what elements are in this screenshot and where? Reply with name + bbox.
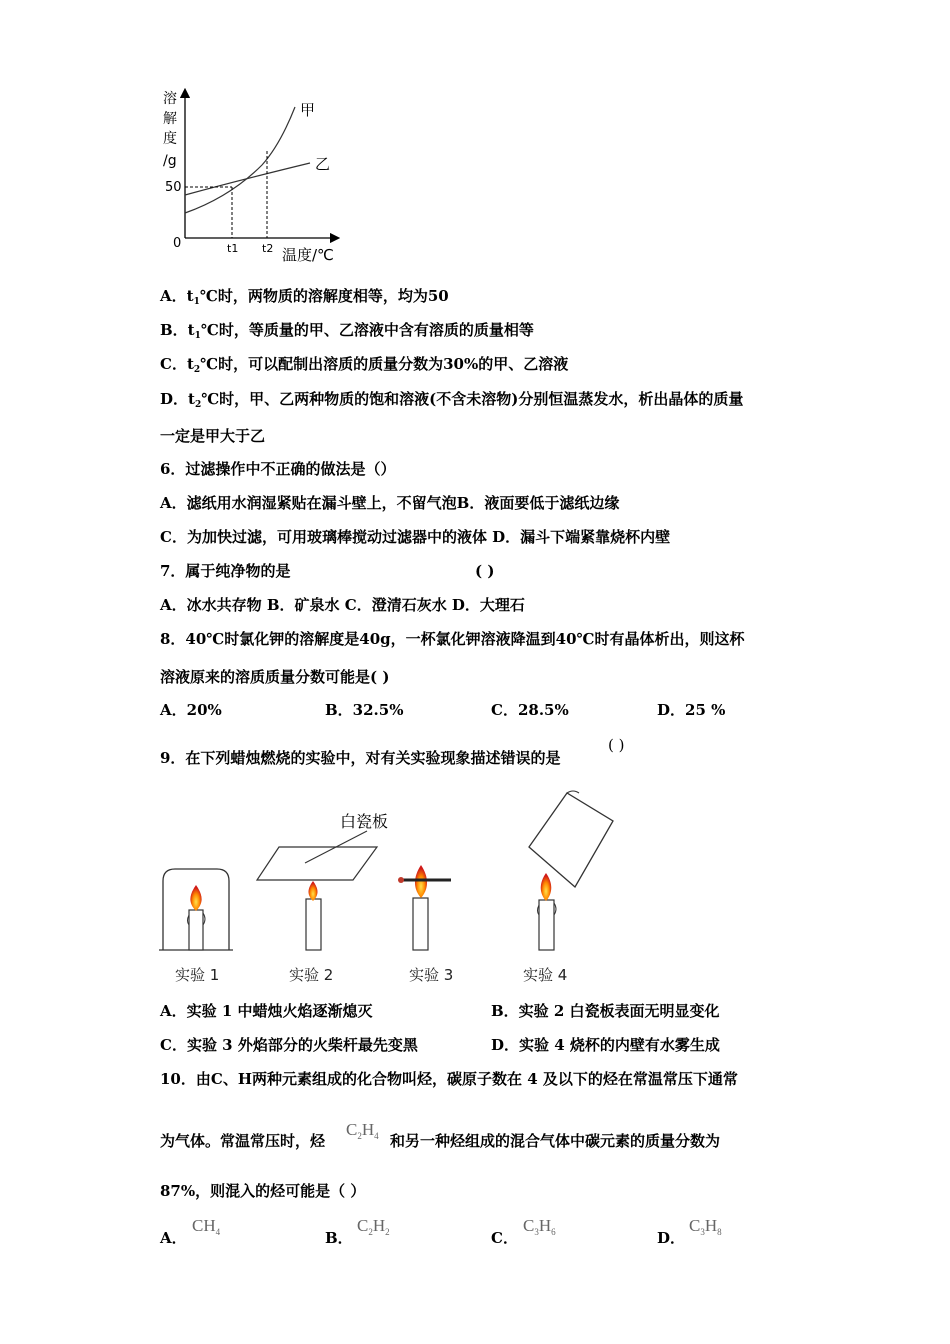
candle-2 xyxy=(306,899,321,950)
q10-option-d-formula: $C_3H_8$ xyxy=(689,1216,722,1237)
q8-option-a: A．20% xyxy=(160,701,222,719)
flame-1-icon xyxy=(190,885,201,911)
q7-options: A．冰水共存物 B．矿泉水 C．澄清石灰水 D．大理石 xyxy=(160,596,525,614)
plate-label: 白瓷板 xyxy=(340,812,389,831)
q10-option-a-formula: $CH_4$ xyxy=(192,1216,221,1237)
match-head xyxy=(398,877,404,883)
x-axis-label: 温度/℃ xyxy=(282,246,334,264)
curve-yi xyxy=(185,163,310,195)
flame-2-icon xyxy=(309,881,318,901)
q10-stem-line3: 87%，则混入的烃可能是（ ） xyxy=(160,1182,366,1200)
candle-1 xyxy=(189,910,203,950)
q10-stem-line2-post: 和另一种烃组成的混合气体中碳元素的质量分数为 xyxy=(390,1132,721,1150)
q6-options-ab: A．滤纸用水润湿紧贴在漏斗壁上，不留气泡B．液面要低于滤纸边缘 xyxy=(160,494,620,512)
curve-jia xyxy=(185,107,295,213)
q5-option-a: A．$t_1℃$时，两物质的溶解度相等，均为50 xyxy=(160,287,449,307)
candle-3 xyxy=(413,898,428,950)
q9-option-d: D．实验 4 烧杯的内壁有水雾生成 xyxy=(491,1036,720,1054)
q10-option-b-formula: $C_2H_2$ xyxy=(357,1216,390,1237)
origin-label: 0 xyxy=(173,236,182,251)
q7-answer-paren: ( ) xyxy=(475,562,495,580)
q9-option-a: A．实验 1 中蜡烛火焰逐渐熄灭 xyxy=(160,1002,373,1020)
q10-option-c-label: C． xyxy=(491,1229,518,1247)
q10-option-b-label: B． xyxy=(325,1229,353,1247)
formula-c2h4: $C_2H_4$ xyxy=(346,1120,379,1141)
experiment-3 xyxy=(398,865,451,950)
q9-answer-paren: ( ) xyxy=(608,736,625,754)
exp-label-3: 实验 3 xyxy=(409,966,454,984)
experiment-4 xyxy=(529,791,613,950)
flame-4-icon xyxy=(541,873,552,901)
exp-label-2: 实验 2 xyxy=(289,966,334,984)
q8-option-b: B．32.5% xyxy=(325,701,404,719)
q5-option-d-cont: 一定是甲大于乙 xyxy=(160,427,266,445)
q8-option-d: D．25 % xyxy=(657,701,726,719)
experiment-2 xyxy=(257,812,388,950)
y-label-3: 度 xyxy=(163,131,177,147)
candle-4 xyxy=(539,900,554,950)
candle-experiments-figure xyxy=(155,785,625,990)
q6-stem: 6．过滤操作中不正确的做法是（） xyxy=(160,460,396,478)
x-tick-t2: t2 xyxy=(262,242,274,255)
q9-option-c: C．实验 3 外焰部分的火柴杆最先变黑 xyxy=(160,1036,418,1054)
q10-option-a-label: A． xyxy=(160,1229,187,1247)
q5-option-c: C．$t_2℃$时，可以配制出溶质的质量分数为30%的甲、乙溶液 xyxy=(160,355,569,375)
q9-option-b: B．实验 2 白瓷板表面无明显变化 xyxy=(491,1002,720,1020)
q7-stem: 7．属于纯净物的是 xyxy=(160,562,291,580)
curve-yi-label: 乙 xyxy=(315,155,331,173)
beaker xyxy=(529,793,613,887)
q5-option-d: D．$t_2℃$时，甲、乙两种物质的饱和溶液(不含未溶物)分别恒温蒸发水，析出晶体的质量 xyxy=(160,390,744,410)
y-label-1: 溶 xyxy=(163,91,177,107)
exp-label-4: 实验 4 xyxy=(523,966,568,984)
q10-option-c-formula: $C_3H_6$ xyxy=(523,1216,556,1237)
q6-options-cd: C．为加快过滤，可用玻璃棒搅动过滤器中的液体 D．漏斗下端紧靠烧杯内壁 xyxy=(160,528,671,546)
curve-jia-label: 甲 xyxy=(300,101,316,119)
exp-label-1: 实验 1 xyxy=(175,966,220,984)
beaker-lip xyxy=(567,791,579,793)
y-tick-50: 50 xyxy=(165,180,182,195)
porcelain-plate xyxy=(257,847,377,880)
q10-stem-line1: 10．由C、H两种元素组成的化合物叫烃，碳原子数在 4 及以下的烃在常温常压下通常 xyxy=(160,1070,738,1088)
q10-option-d-label: D． xyxy=(657,1229,686,1247)
q8-option-c: C．28.5% xyxy=(491,701,569,719)
solubility-graph xyxy=(150,85,350,270)
q9-stem: 9．在下列蜡烛燃烧的实验中，对有关实验现象描述错误的是 xyxy=(160,749,561,767)
y-label-2: 解 xyxy=(163,111,177,127)
q5-option-b: B．$t_1℃$时，等质量的甲、乙溶液中含有溶质的质量相等 xyxy=(160,321,534,341)
x-tick-t1: t1 xyxy=(227,242,239,255)
experiment-1 xyxy=(159,869,233,950)
y-label-4: /g xyxy=(163,153,177,169)
q8-stem-line1: 8．40℃时氯化钾的溶解度是40g，一杯氯化钾溶液降温到40℃时有晶体析出，则这杯 xyxy=(160,630,745,648)
q8-stem-line2: 溶液原来的溶质质量分数可能是( ) xyxy=(160,668,390,686)
q10-stem-line2: 为气体。常温常压时，烃 xyxy=(160,1132,326,1150)
